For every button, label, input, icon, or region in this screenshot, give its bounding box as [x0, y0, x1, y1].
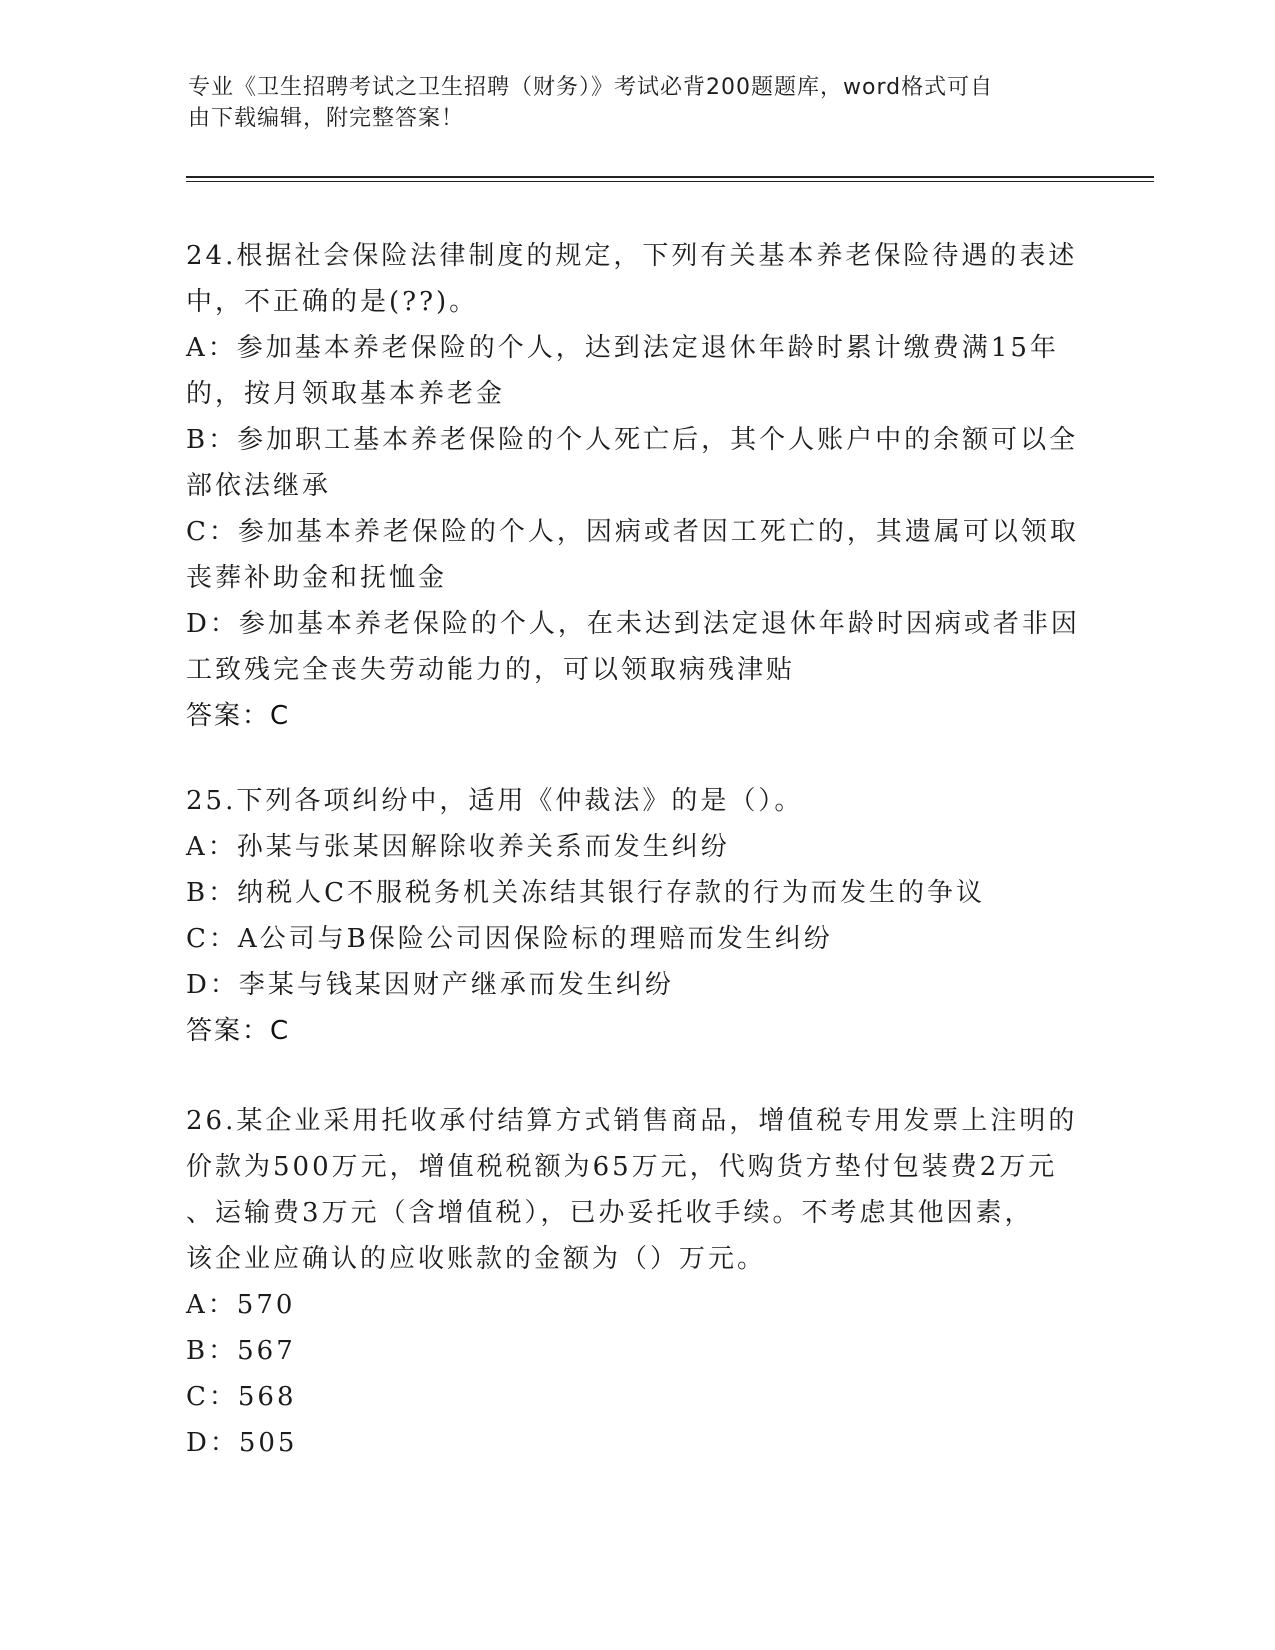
- question-stem-line: 价款为500万元，增值税税额为65万元，代购货方垫付包装费2万元: [186, 1152, 1058, 1182]
- question-stem-line: 该企业应确认的应收账款的金额为（）万元。: [186, 1244, 767, 1274]
- question-25: [186, 778, 1086, 1054]
- document-header: [188, 72, 1068, 134]
- option-c-line: C：568: [186, 1382, 297, 1412]
- option-d-line: D：李某与钱某因财产继承而发生纠纷: [186, 970, 674, 1000]
- option-d-line: D：参加基本养老保险的个人，在未达到法定退休年龄时因病或者非因: [186, 609, 1080, 639]
- option-d-line: D：505: [186, 1428, 298, 1458]
- question-stem-line: 25.下列各项纠纷中，适用《仲裁法》的是（）。: [186, 786, 804, 816]
- option-a-line: A：570: [186, 1290, 296, 1320]
- answer-text: 答案：C: [186, 701, 291, 731]
- option-b-line: B：参加职工基本养老保险的个人死亡后，其个人账户中的余额可以全: [186, 425, 1079, 455]
- header-line-1: 专业《卫生招聘考试之卫生招聘（财务）》考试必背200题题库，word格式可自: [188, 75, 994, 100]
- option-a-line: A：参加基本养老保险的个人，达到法定退休年龄时累计缴费满15年: [186, 333, 1059, 363]
- option-c-line: C：A公司与B保险公司因保险标的理赔而发生纠纷: [186, 924, 833, 954]
- option-a-line: A：孙某与张某因解除收养关系而发生纠纷: [186, 832, 730, 862]
- question-stem-line: 中，不正确的是(??)。: [186, 287, 479, 317]
- option-b-line: B：纳税人C不服税务机关冻结其银行存款的行为而发生的争议: [186, 878, 986, 908]
- option-a-line: 的，按月领取基本养老金: [186, 379, 506, 409]
- question-stem-line: 24.根据社会保险法律制度的规定，下列有关基本养老保险待遇的表述: [186, 241, 1078, 271]
- header-divider-thin: [186, 181, 1154, 182]
- option-c-line: C：参加基本养老保险的个人，因病或者因工死亡的，其遗属可以领取: [186, 517, 1079, 547]
- question-stem-line: 26.某企业采用托收承付结算方式销售商品，增值税专用发票上注明的: [186, 1106, 1078, 1136]
- header-line-2: 由下载编辑，附完整答案！: [188, 106, 465, 131]
- answer-text: 答案：C: [186, 1016, 291, 1046]
- question-stem-line: 、运输费3万元（含增值税），已办妥托收手续。不考虑其他因素，: [186, 1198, 1034, 1228]
- header-divider: [186, 176, 1154, 178]
- option-b-line: B：567: [186, 1336, 296, 1366]
- option-c-line: 丧葬补助金和抚恤金: [186, 563, 448, 593]
- question-26: [186, 1098, 1086, 1466]
- question-24: [186, 233, 1086, 739]
- option-b-line: 部依法继承: [186, 471, 332, 501]
- option-d-line: 工致残完全丧失劳动能力的，可以领取病残津贴: [186, 655, 796, 685]
